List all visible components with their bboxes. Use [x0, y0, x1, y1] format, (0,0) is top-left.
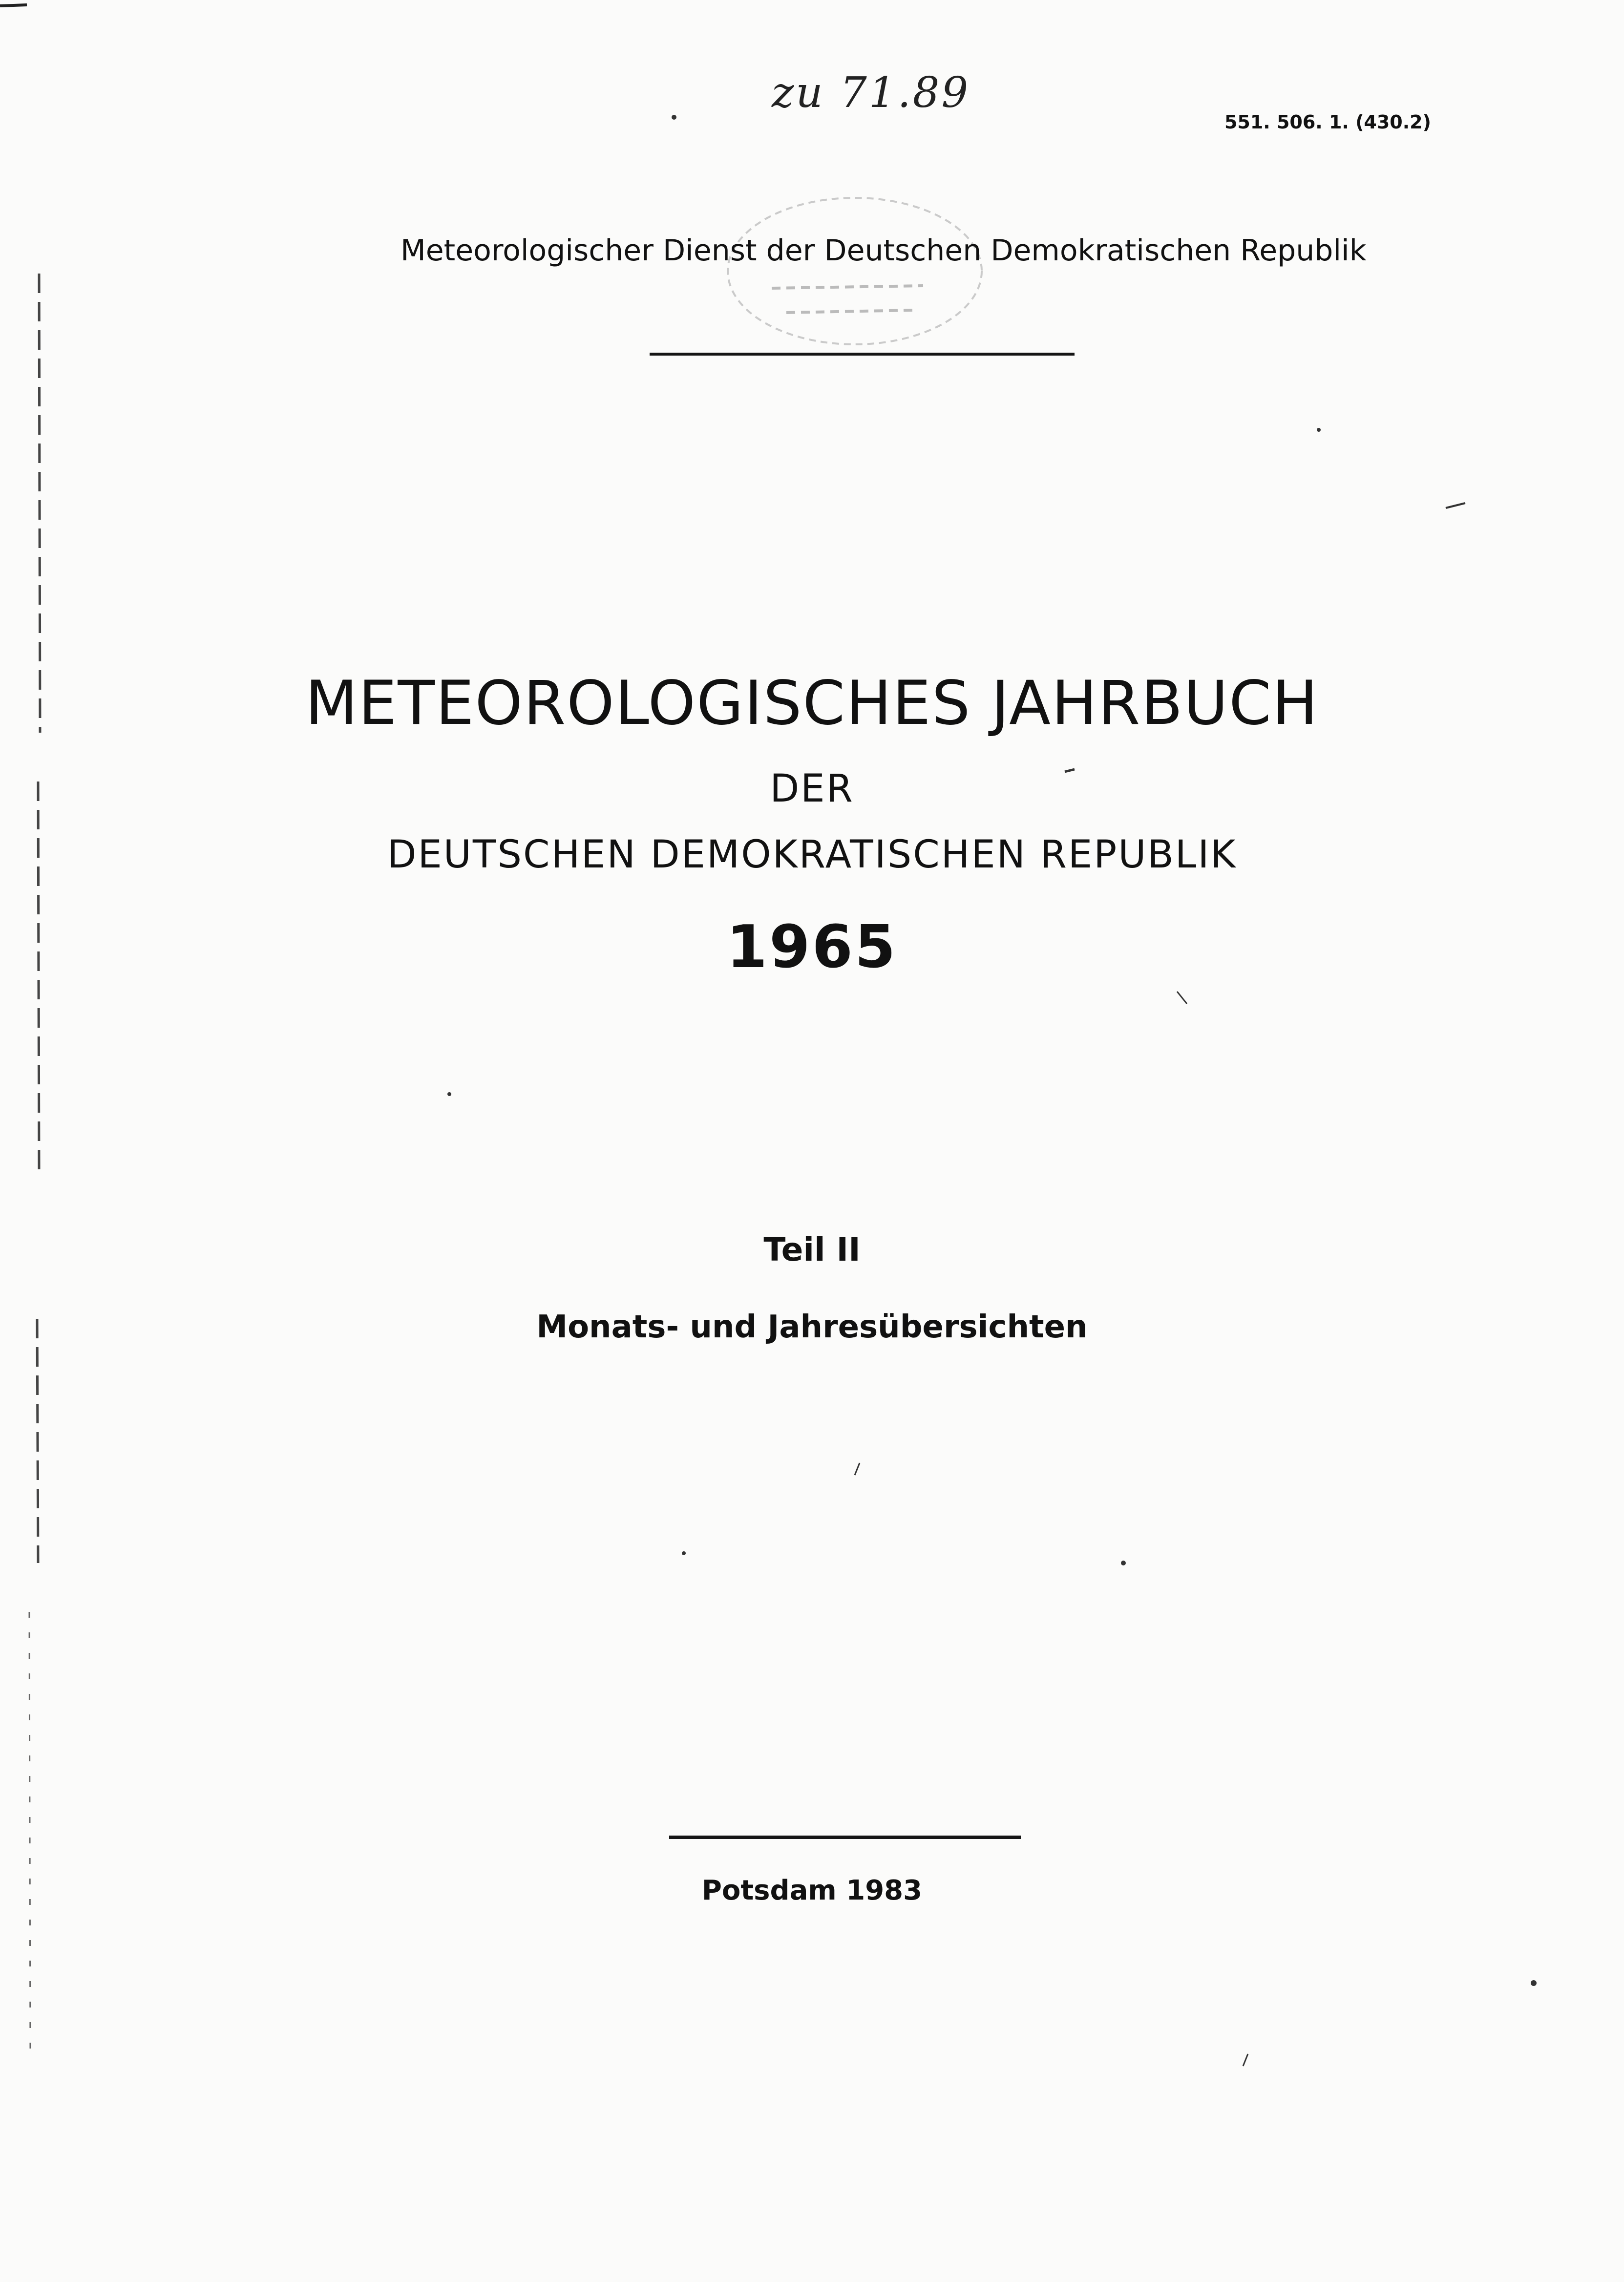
title-year: 1965 [726, 913, 898, 981]
header-divider [650, 353, 1075, 356]
title-line-der: DER [770, 767, 854, 811]
document-title: METEOROLOGISCHES JAHRBUCH [305, 668, 1319, 739]
imprint-divider [669, 1836, 1021, 1839]
handwritten-reference-note: zu 71.89 [772, 68, 970, 117]
imprint-place-year: Potsdam 1983 [701, 1875, 923, 1906]
institution-name: Meteorologischer Dienst der Deutschen Demokratischen Republik [401, 233, 1367, 268]
part-label: Teil II [763, 1231, 861, 1268]
title-line-country: DEUTSCHEN DEMOKRATISCHEN REPUBLIK [387, 833, 1237, 877]
faded-library-stamp [718, 190, 991, 352]
part-subtitle: Monats- und Jahresübersichten [536, 1309, 1088, 1345]
classification-number: 551. 506. 1. (430.2) [1224, 111, 1431, 133]
